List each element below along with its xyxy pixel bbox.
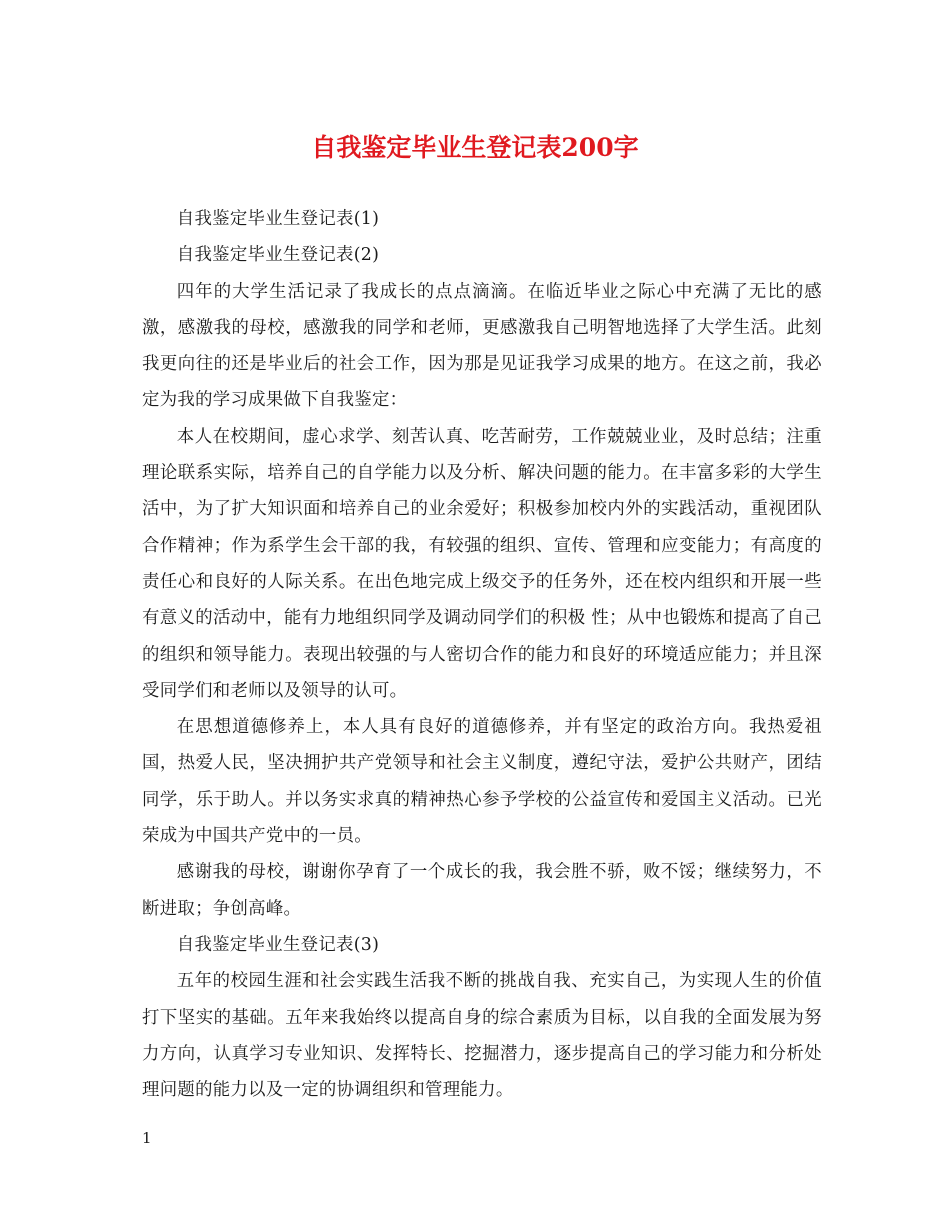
paragraph-five-years: 五年的校园生涯和社会实践生活我不断的挑战自我、充实自己，为实现人生的价值打下坚实的基础。五年来我始终以提高自身的综合素质为目标，以自我的全面发展为努力方向，认真学习专业知识、发挥特长、挖掘潜力，逐步提高自己的学习能力和分析处理问题的能力以及一定的协调组织和管理能力。	[142, 971, 822, 1101]
paragraph-section-3-heading: 自我鉴定毕业生登记表(3)	[176, 934, 380, 955]
paragraph-section-2-heading: 自我鉴定毕业生登记表(2)	[176, 245, 380, 266]
page-number: 1	[142, 1129, 152, 1147]
document-body	[142, 201, 822, 1108]
paragraph-section-1-heading: 自我鉴定毕业生登记表(1)	[176, 209, 380, 229]
paragraph-intro: 四年的大学生活记录了我成长的点点滴滴。在临近毕业之际心中充满了无比的感激，感激我的母校，感激我的同学和老师，更感激我自己明智地选择了大学生活。此刻我更向往的还是毕业后的社会工作，因为那是见证我学习成果的地方。在这之前，我必定为我的学习成果做下自我鉴定：	[142, 281, 822, 411]
paragraph-moral: 在思想道德修养上，本人具有良好的道德修养，并有坚定的政治方向。我热爱祖国，热爱人民，坚决拥护共产党领导和社会主义制度，遵纪守法，爱护公共财产，团结同学，乐于助人。并以务实求真的精神热心参予学校的公益宣传和爱国主义活动。已光荣成为中国共产党中的一员。	[142, 717, 822, 847]
document-title: 自我鉴定毕业生登记表200字	[311, 133, 639, 162]
paragraph-study-work: 本人在校期间，虚心求学、刻苦认真、吃苦耐劳，工作兢兢业业，及时总结；注重理论联系实际，培养自己的自学能力以及分析、解决问题的能力。在丰富多彩的大学生活中，为了扩大知识面和培养自己的业余爱好；积极参加校内外的实践活动，重视团队合作精神；作为系学生会干部的我，有较强的组织、宣传、管理和应变能力；有高度的责任心和良好的人际关系。在出色地完成上级交予的任务外，还在校内组织和开展一些有意义的活动中，能有力地组织同学及调动同学们的积极 性；从中也锻炼和提高了自己的组织和领导能力。表现出较强的与人密切合作的能力和良好的环境适应能力；并且深受同学们和老师以及领导的认可。	[142, 426, 822, 701]
paragraph-thanks: 感谢我的母校，谢谢你孕育了一个成长的我，我会胜不骄，败不馁；继续努力，不断进取；争创高峰。	[142, 862, 822, 919]
